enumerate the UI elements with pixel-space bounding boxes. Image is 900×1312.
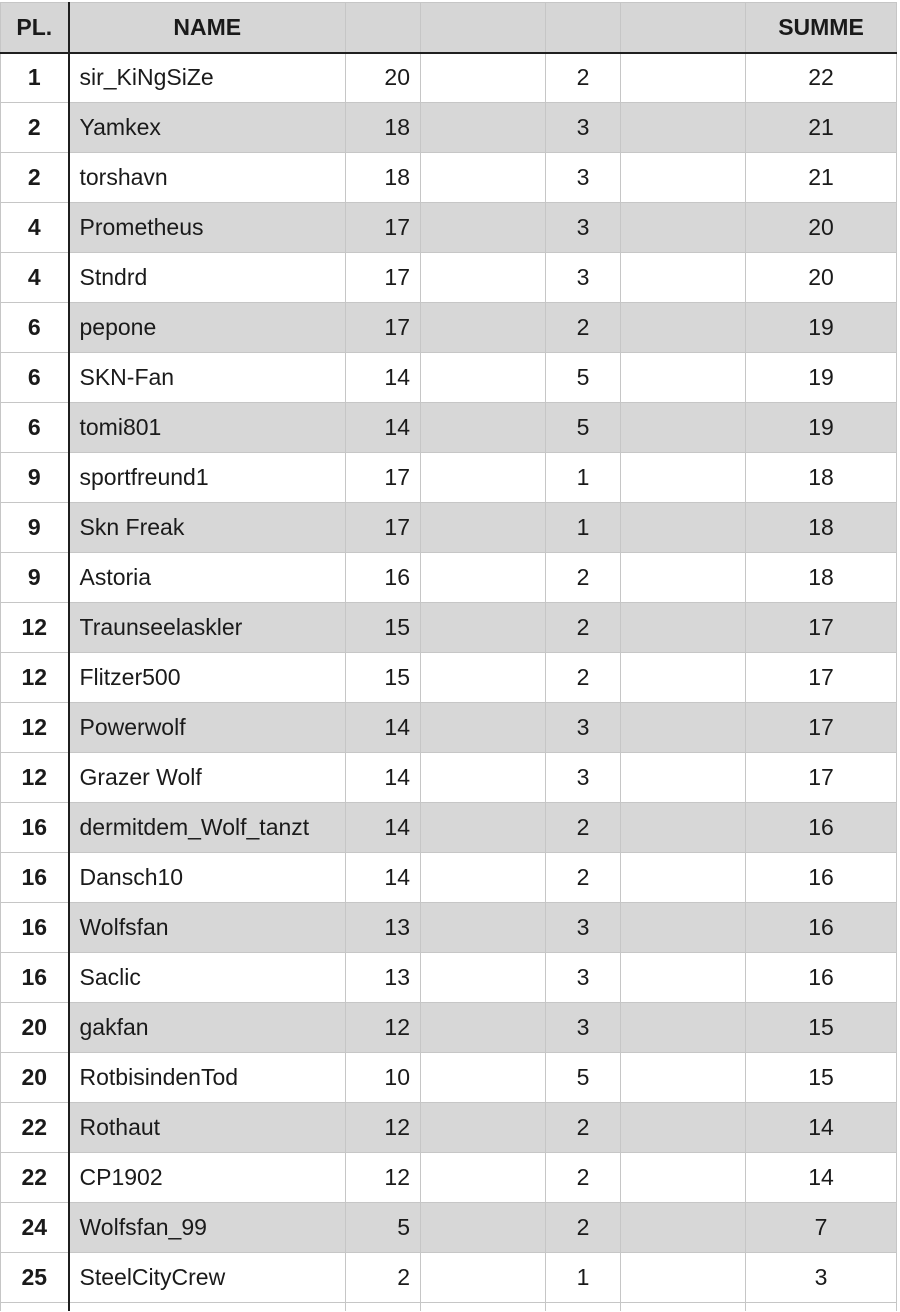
name-cell[interactable]: torshavn — [69, 153, 346, 203]
name-cell[interactable]: sportfreund1 — [69, 453, 346, 503]
rank-cell[interactable]: 1 — [1, 53, 69, 103]
points-c-cell[interactable]: 2 — [546, 53, 621, 103]
name-cell[interactable]: Saclic — [69, 953, 346, 1003]
points-d-cell[interactable] — [621, 1103, 746, 1153]
table-row[interactable] — [1, 953, 897, 1003]
points-b-cell[interactable] — [421, 453, 546, 503]
points-b-cell[interactable] — [421, 403, 546, 453]
table-row[interactable] — [1, 153, 897, 203]
table-row[interactable] — [1, 1203, 897, 1253]
points-a-cell[interactable]: 2 — [346, 1253, 421, 1303]
points-d-cell[interactable] — [621, 1203, 746, 1253]
sum-cell[interactable]: 21 — [746, 103, 897, 153]
table-row[interactable] — [1, 203, 897, 253]
rank-cell[interactable]: 12 — [1, 603, 69, 653]
sum-cell[interactable]: 3 — [746, 1253, 897, 1303]
points-c-cell[interactable]: 2 — [546, 803, 621, 853]
sum-cell[interactable]: 16 — [746, 853, 897, 903]
rank-cell[interactable]: 9 — [1, 453, 69, 503]
table-row[interactable] — [1, 103, 897, 153]
points-d-cell[interactable] — [621, 703, 746, 753]
table-row[interactable] — [1, 553, 897, 603]
rank-cell[interactable]: 9 — [1, 553, 69, 603]
name-cell[interactable]: Astoria — [69, 553, 346, 603]
points-a-cell[interactable]: 17 — [346, 503, 421, 553]
header-rank[interactable]: PL. — [1, 3, 69, 53]
points-a-cell[interactable]: 14 — [346, 853, 421, 903]
points-c-cell[interactable]: 5 — [546, 403, 621, 453]
sum-cell[interactable]: 18 — [746, 453, 897, 503]
name-cell[interactable]: Yamkex — [69, 103, 346, 153]
points-c-cell[interactable]: 3 — [546, 253, 621, 303]
table-row[interactable] — [1, 753, 897, 803]
sum-cell[interactable]: 17 — [746, 603, 897, 653]
name-cell[interactable]: SKN-Fan — [69, 353, 346, 403]
name-cell[interactable]: CP1902 — [69, 1153, 346, 1203]
points-d-cell[interactable] — [621, 303, 746, 353]
rank-cell[interactable]: 24 — [1, 1203, 69, 1253]
rank-cell[interactable]: 16 — [1, 853, 69, 903]
points-c-cell[interactable]: 2 — [546, 1153, 621, 1203]
empty-cell — [546, 1303, 621, 1311]
points-c-cell[interactable]: 2 — [546, 553, 621, 603]
points-a-cell[interactable]: 17 — [346, 253, 421, 303]
points-b-cell[interactable] — [421, 153, 546, 203]
points-b-cell[interactable] — [421, 1003, 546, 1053]
points-c-cell[interactable]: 1 — [546, 503, 621, 553]
empty-cell — [421, 1303, 546, 1311]
rank-cell[interactable]: 4 — [1, 253, 69, 303]
name-cell[interactable]: Grazer Wolf — [69, 753, 346, 803]
sum-cell[interactable]: 14 — [746, 1103, 897, 1153]
name-cell[interactable]: Stndrd — [69, 253, 346, 303]
points-d-cell[interactable] — [621, 1053, 746, 1103]
table-row[interactable] — [1, 353, 897, 403]
empty-cell — [1, 1303, 69, 1311]
points-a-cell[interactable]: 16 — [346, 553, 421, 603]
points-b-cell[interactable] — [421, 1253, 546, 1303]
name-cell[interactable]: Dansch10 — [69, 853, 346, 903]
points-d-cell[interactable] — [621, 603, 746, 653]
points-a-cell[interactable]: 5 — [346, 1203, 421, 1253]
header-points-b[interactable] — [421, 3, 546, 53]
sum-cell[interactable]: 21 — [746, 153, 897, 203]
table-row[interactable] — [1, 303, 897, 353]
points-a-cell[interactable]: 14 — [346, 703, 421, 753]
points-b-cell[interactable] — [421, 1103, 546, 1153]
points-c-cell[interactable]: 3 — [546, 953, 621, 1003]
points-d-cell[interactable] — [621, 203, 746, 253]
points-d-cell[interactable] — [621, 253, 746, 303]
points-d-cell[interactable] — [621, 1153, 746, 1203]
name-cell[interactable]: gakfan — [69, 1003, 346, 1053]
points-a-cell[interactable]: 17 — [346, 203, 421, 253]
table-row[interactable] — [1, 403, 897, 453]
points-a-cell[interactable]: 14 — [346, 403, 421, 453]
sum-cell[interactable]: 14 — [746, 1153, 897, 1203]
points-a-cell[interactable]: 12 — [346, 1003, 421, 1053]
table-row[interactable] — [1, 603, 897, 653]
points-b-cell[interactable] — [421, 303, 546, 353]
points-a-cell[interactable]: 15 — [346, 653, 421, 703]
points-d-cell[interactable] — [621, 453, 746, 503]
ranking-table — [0, 2, 897, 1311]
table-row[interactable] — [1, 653, 897, 703]
table-row[interactable] — [1, 903, 897, 953]
points-a-cell[interactable]: 17 — [346, 453, 421, 503]
points-d-cell[interactable] — [621, 403, 746, 453]
points-b-cell[interactable] — [421, 953, 546, 1003]
points-c-cell[interactable]: 3 — [546, 703, 621, 753]
empty-cell — [621, 1303, 746, 1311]
points-a-cell[interactable]: 15 — [346, 603, 421, 653]
header-points-a[interactable] — [346, 3, 421, 53]
points-d-cell[interactable] — [621, 1253, 746, 1303]
name-cell[interactable]: Rothaut — [69, 1103, 346, 1153]
table-row[interactable] — [1, 1003, 897, 1053]
points-c-cell[interactable]: 3 — [546, 153, 621, 203]
points-c-cell[interactable]: 3 — [546, 103, 621, 153]
points-d-cell[interactable] — [621, 103, 746, 153]
rank-cell[interactable]: 20 — [1, 1053, 69, 1103]
table-row[interactable] — [1, 853, 897, 903]
points-c-cell[interactable]: 3 — [546, 1003, 621, 1053]
points-a-cell[interactable]: 17 — [346, 303, 421, 353]
points-b-cell[interactable] — [421, 503, 546, 553]
sum-cell[interactable]: 19 — [746, 303, 897, 353]
points-c-cell[interactable]: 3 — [546, 903, 621, 953]
empty-cell — [746, 1303, 897, 1311]
sum-cell[interactable]: 22 — [746, 53, 897, 103]
header-name[interactable]: NAME — [69, 3, 346, 53]
points-a-cell[interactable]: 12 — [346, 1103, 421, 1153]
rank-cell[interactable]: 22 — [1, 1153, 69, 1203]
points-d-cell[interactable] — [621, 153, 746, 203]
points-a-cell[interactable]: 13 — [346, 953, 421, 1003]
table-row[interactable] — [1, 503, 897, 553]
points-b-cell[interactable] — [421, 253, 546, 303]
sum-cell[interactable]: 15 — [746, 1003, 897, 1053]
points-d-cell[interactable] — [621, 353, 746, 403]
header-row — [1, 3, 897, 53]
rank-cell[interactable]: 16 — [1, 803, 69, 853]
rank-cell[interactable]: 12 — [1, 753, 69, 803]
name-cell[interactable]: sir_KiNgSiZe — [69, 53, 346, 103]
rank-cell[interactable]: 4 — [1, 203, 69, 253]
header-sum[interactable]: SUMME — [746, 3, 897, 53]
points-c-cell[interactable]: 5 — [546, 1053, 621, 1103]
points-b-cell[interactable] — [421, 903, 546, 953]
sum-cell[interactable]: 17 — [746, 753, 897, 803]
sum-cell[interactable]: 20 — [746, 253, 897, 303]
points-c-cell[interactable]: 1 — [546, 453, 621, 503]
name-cell[interactable]: Flitzer500 — [69, 653, 346, 703]
table-row[interactable] — [1, 1103, 897, 1153]
points-d-cell[interactable] — [621, 553, 746, 603]
points-b-cell[interactable] — [421, 603, 546, 653]
points-d-cell[interactable] — [621, 1003, 746, 1053]
points-d-cell[interactable] — [621, 53, 746, 103]
points-d-cell[interactable] — [621, 853, 746, 903]
points-b-cell[interactable] — [421, 1203, 546, 1253]
rank-cell[interactable]: 16 — [1, 903, 69, 953]
points-b-cell[interactable] — [421, 753, 546, 803]
rank-cell[interactable]: 6 — [1, 403, 69, 453]
rank-cell[interactable]: 12 — [1, 703, 69, 753]
name-cell[interactable]: Powerwolf — [69, 703, 346, 753]
points-a-cell[interactable]: 18 — [346, 103, 421, 153]
points-b-cell[interactable] — [421, 703, 546, 753]
name-cell[interactable]: Wolfsfan — [69, 903, 346, 953]
empty-cell — [69, 1303, 346, 1311]
points-d-cell[interactable] — [621, 503, 746, 553]
sum-cell[interactable]: 16 — [746, 903, 897, 953]
points-c-cell[interactable]: 2 — [546, 653, 621, 703]
points-a-cell[interactable]: 12 — [346, 1153, 421, 1203]
rank-cell[interactable]: 22 — [1, 1103, 69, 1153]
points-c-cell[interactable]: 1 — [546, 1253, 621, 1303]
points-c-cell[interactable]: 3 — [546, 753, 621, 803]
rank-cell[interactable]: 9 — [1, 503, 69, 553]
name-cell[interactable]: pepone — [69, 303, 346, 353]
points-d-cell[interactable] — [621, 903, 746, 953]
points-d-cell[interactable] — [621, 753, 746, 803]
points-b-cell[interactable] — [421, 203, 546, 253]
table-row[interactable] — [1, 1253, 897, 1303]
points-c-cell[interactable]: 2 — [546, 1103, 621, 1153]
points-c-cell[interactable]: 5 — [546, 353, 621, 403]
points-b-cell[interactable] — [421, 553, 546, 603]
rank-cell[interactable]: 12 — [1, 653, 69, 703]
points-a-cell[interactable]: 14 — [346, 753, 421, 803]
points-b-cell[interactable] — [421, 53, 546, 103]
table-row[interactable] — [1, 1053, 897, 1103]
points-c-cell[interactable]: 2 — [546, 853, 621, 903]
name-cell[interactable]: tomi801 — [69, 403, 346, 453]
table-row[interactable] — [1, 53, 897, 103]
rank-cell[interactable]: 6 — [1, 353, 69, 403]
name-cell[interactable]: Traunseelaskler — [69, 603, 346, 653]
table-row[interactable] — [1, 703, 897, 753]
rank-cell[interactable]: 6 — [1, 303, 69, 353]
header-points-d[interactable] — [621, 3, 746, 53]
points-a-cell[interactable]: 10 — [346, 1053, 421, 1103]
rank-cell[interactable]: 25 — [1, 1253, 69, 1303]
points-d-cell[interactable] — [621, 653, 746, 703]
empty-cell — [346, 1303, 421, 1311]
sum-cell[interactable]: 18 — [746, 553, 897, 603]
name-cell[interactable]: dermitdem_Wolf_tanzt — [69, 803, 346, 853]
sum-cell[interactable]: 15 — [746, 1053, 897, 1103]
name-cell[interactable]: SteelCityCrew — [69, 1253, 346, 1303]
points-d-cell[interactable] — [621, 953, 746, 1003]
points-a-cell[interactable]: 14 — [346, 803, 421, 853]
points-a-cell[interactable]: 18 — [346, 153, 421, 203]
points-b-cell[interactable] — [421, 803, 546, 853]
points-c-cell[interactable]: 2 — [546, 1203, 621, 1253]
points-c-cell[interactable]: 2 — [546, 303, 621, 353]
table-body — [1, 53, 897, 1311]
points-a-cell[interactable]: 13 — [346, 903, 421, 953]
sum-cell[interactable]: 16 — [746, 803, 897, 853]
table-row[interactable] — [1, 453, 897, 503]
points-d-cell[interactable] — [621, 803, 746, 853]
sum-cell[interactable]: 19 — [746, 403, 897, 453]
table-row-partial — [1, 1303, 897, 1311]
name-cell[interactable]: Skn Freak — [69, 503, 346, 553]
sum-cell[interactable]: 17 — [746, 703, 897, 753]
rank-cell[interactable]: 16 — [1, 953, 69, 1003]
points-b-cell[interactable] — [421, 1153, 546, 1203]
table-row[interactable] — [1, 253, 897, 303]
header-points-c[interactable] — [546, 3, 621, 53]
name-cell[interactable]: RotbisindenTod — [69, 1053, 346, 1103]
name-cell[interactable]: Wolfsfan_99 — [69, 1203, 346, 1253]
sum-cell[interactable]: 7 — [746, 1203, 897, 1253]
points-b-cell[interactable] — [421, 103, 546, 153]
points-b-cell[interactable] — [421, 353, 546, 403]
rank-cell[interactable]: 2 — [1, 103, 69, 153]
points-a-cell[interactable]: 20 — [346, 53, 421, 103]
rank-cell[interactable]: 20 — [1, 1003, 69, 1053]
rank-cell[interactable]: 2 — [1, 153, 69, 203]
points-b-cell[interactable] — [421, 653, 546, 703]
table-row[interactable] — [1, 1153, 897, 1203]
points-b-cell[interactable] — [421, 853, 546, 903]
sum-cell[interactable]: 17 — [746, 653, 897, 703]
points-a-cell[interactable]: 14 — [346, 353, 421, 403]
table-row[interactable] — [1, 803, 897, 853]
sum-cell[interactable]: 20 — [746, 203, 897, 253]
sum-cell[interactable]: 19 — [746, 353, 897, 403]
table-header — [1, 3, 897, 53]
points-c-cell[interactable]: 3 — [546, 203, 621, 253]
sum-cell[interactable]: 16 — [746, 953, 897, 1003]
sum-cell[interactable]: 18 — [746, 503, 897, 553]
name-cell[interactable]: Prometheus — [69, 203, 346, 253]
points-c-cell[interactable]: 2 — [546, 603, 621, 653]
points-b-cell[interactable] — [421, 1053, 546, 1103]
